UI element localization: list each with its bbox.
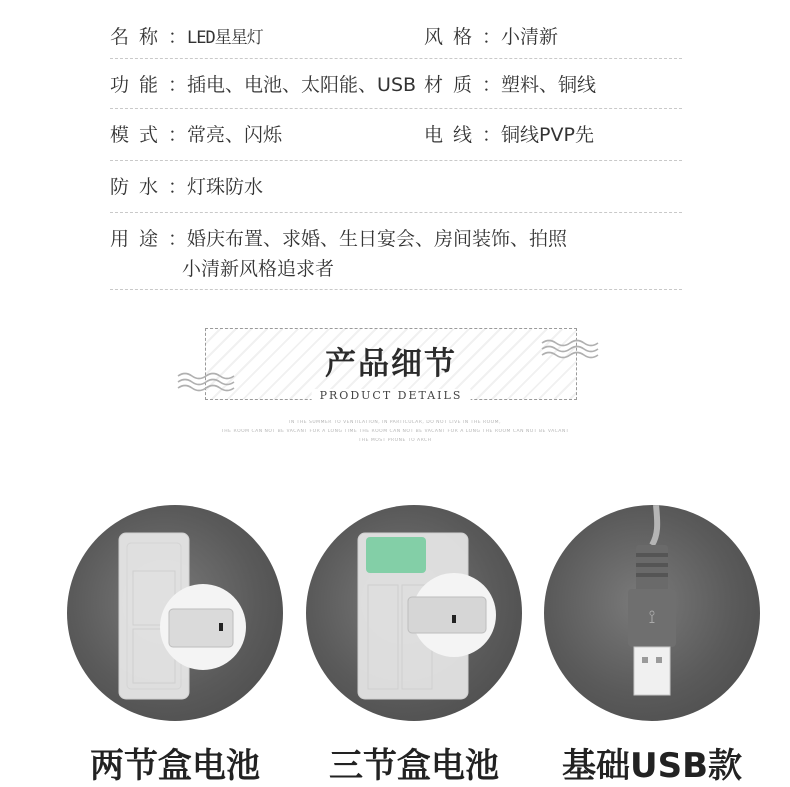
spec-usage [110, 224, 567, 254]
spec-value: 塑料、铜线 [501, 74, 597, 96]
row-divider [110, 289, 682, 290]
two-cell-battery-photo [67, 505, 283, 721]
wave-right-icon [540, 339, 602, 359]
spec-mode [110, 120, 282, 150]
spec-wire [424, 120, 594, 150]
spec-key: 模式 [110, 124, 169, 146]
spec-value: 小清新 [501, 26, 559, 48]
spec-colon: ： [168, 124, 188, 146]
spec-key: 用途 [110, 228, 169, 250]
spec-key: 材质 [424, 74, 483, 96]
three-cell-battery-photo [306, 505, 522, 721]
spec-value: 婚庆布置、求婚、生日宴会、房间装饰、拍照 [187, 228, 568, 250]
spec-colon: ： [482, 124, 502, 146]
fine-print-3: THE MOST PRONE TO ARCH [358, 438, 432, 443]
spec-name [110, 22, 263, 53]
three-cell-battery-box-icon [306, 505, 522, 721]
spec-row-name-style [110, 22, 682, 52]
row-divider [110, 160, 682, 161]
spec-value: 常亮、闪烁 [187, 124, 283, 146]
spec-material [424, 70, 596, 100]
spec-waterproof [110, 172, 263, 202]
spec-key: 风格 [424, 26, 483, 48]
spec-colon: ： [482, 26, 502, 48]
fine-print-2: THE ROOM CAN NOT BE VACANT FOR A LONG TIME THE ROOM CAN NOT BE VACANT FOR A LONG THE ROOM CAN NOT BE VACANT [221, 429, 569, 434]
spec-value: 铜线PVP先 [501, 124, 594, 146]
product-label-three-cell: 三节盒电池 [329, 746, 499, 786]
row-divider [110, 212, 682, 213]
banner-title: 产品细节 [325, 346, 457, 382]
spec-key: 功能 [110, 74, 169, 96]
two-cell-battery-box-icon [67, 505, 283, 721]
spec-style [424, 22, 558, 52]
svg-text:⟟: ⟟ [648, 607, 656, 628]
product-label-two-cell: 两节盒电池 [90, 746, 260, 786]
product-label-usb: 基础USB款 [561, 746, 742, 786]
row-divider [110, 108, 682, 109]
product-details-banner [205, 328, 577, 400]
spec-value: 灯珠防水 [187, 176, 264, 198]
row-divider [110, 58, 682, 59]
wave-left-icon [176, 372, 238, 392]
spec-key: 电线 [424, 124, 483, 146]
spec-colon: ： [168, 74, 188, 96]
spec-row-mode-wire [110, 120, 682, 150]
banner-subtitle: PRODUCT DETAILS [312, 389, 471, 402]
spec-row-waterproof [110, 172, 682, 202]
spec-colon: ： [168, 26, 188, 48]
usb-plug-photo [544, 505, 760, 721]
spec-function [110, 70, 416, 100]
spec-value-line2: 小清新风格追求者 [182, 258, 335, 280]
spec-colon: ： [168, 228, 188, 250]
spec-row-function-material [110, 70, 682, 100]
usb-plug-icon [544, 505, 760, 721]
spec-colon: ： [168, 176, 188, 198]
spec-value: 插电、电池、太阳能、USB [187, 74, 417, 96]
spec-key: 防水 [110, 176, 169, 198]
spec-row-usage [110, 224, 682, 284]
spec-key: 名称 [110, 26, 169, 48]
spec-value: LED星星灯 [187, 28, 263, 48]
fine-print-1: IN THE SUMMER TO VENTILATION, IN PARTICULAR, DO NOT LIVE IN THE ROOM, [289, 420, 501, 425]
spec-colon: ： [482, 74, 502, 96]
